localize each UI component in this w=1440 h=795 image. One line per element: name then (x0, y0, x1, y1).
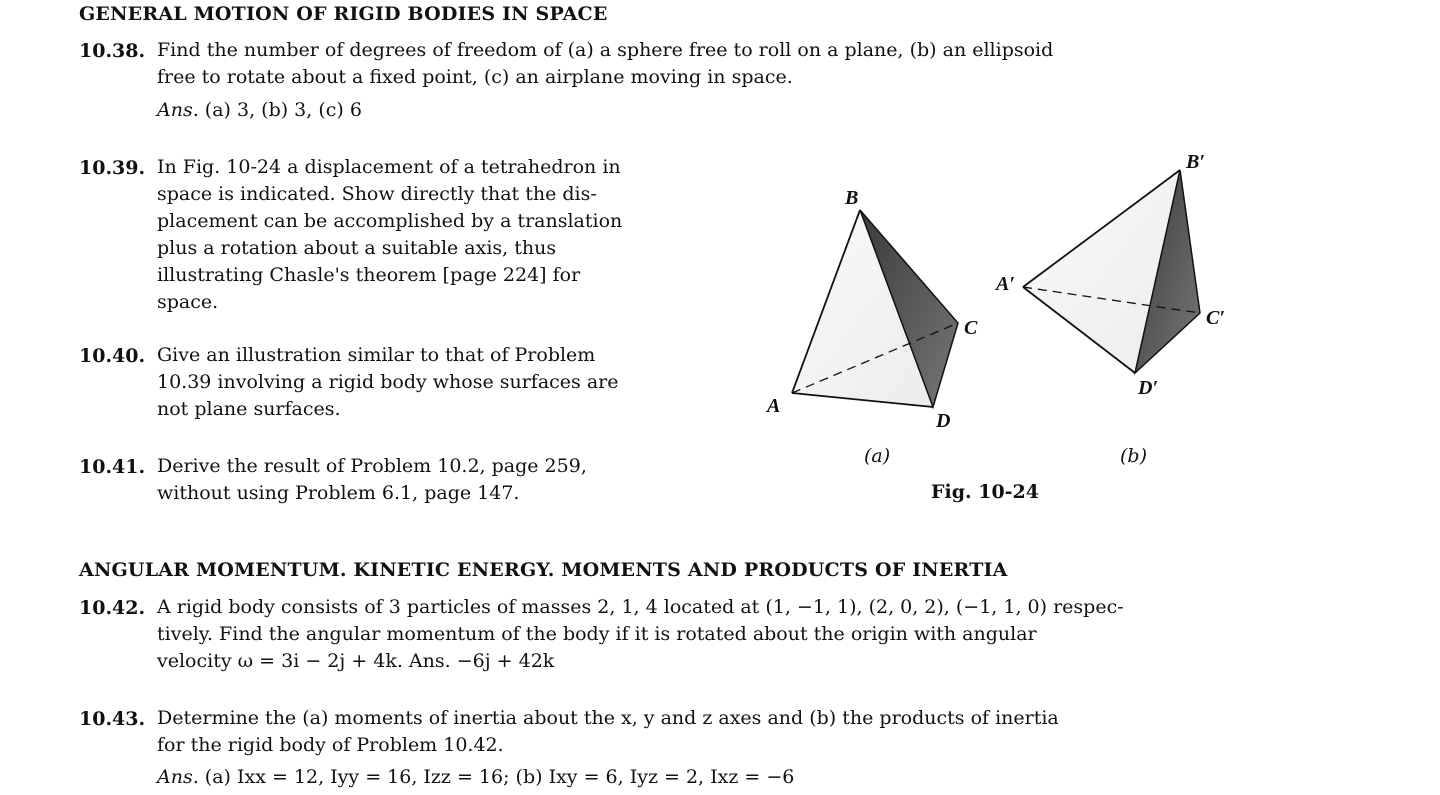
problem-number-10-39: 10.39. (79, 157, 146, 179)
section-heading-general-motion: GENERAL MOTION OF RIGID BODIES IN SPACE (79, 3, 608, 25)
answer-label: Ans. (157, 99, 199, 121)
figure-10-24-diagram (740, 140, 1270, 440)
vertex-label-b-prime: B′ (1186, 151, 1205, 173)
problem-text-10-42: A rigid body consists of 3 particles of masses 2, 1, 4 located at (1, −1, 1), (2, 0, 2), (−1, 1, 0) respec- tively. Find the angular momentum of the body if it is rotated about the origin with angular velocity ω = 3i − 2j + 4k. Ans. −6j + 42k (157, 596, 1124, 672)
vertex-label-c: C (964, 317, 978, 339)
problem-number-10-38: 10.38. (79, 40, 146, 62)
vertex-label-d: D (936, 410, 951, 432)
problem-text-10-38: Find the number of degrees of freedom of (a) a sphere free to roll on a plane, (b) an ellipsoid free to rotate about a fixed point, (c) an airplane moving in space. (157, 39, 1054, 88)
problem-number-10-43: 10.43. (79, 708, 146, 730)
answer-label: Ans. (157, 766, 199, 788)
answer-10-43 (157, 766, 794, 788)
problem-number-10-41: 10.41. (79, 456, 146, 478)
problem-text-10-39: In Fig. 10-24 a displacement of a tetrahedron in space is indicated. Show directly that the dis- placement can be accomplished by a translation plus a rotation about a suitable axis, thus illustrating Chasle's theorem [page 224] for space. (157, 156, 623, 313)
answer-value: (a) Ixx = 12, Iyy = 16, Izz = 16; (b) Ixy = 6, Iyz = 2, Ixz = −6 (204, 766, 795, 788)
subfigure-label-a: (a) (864, 445, 891, 467)
vertex-label-c-prime: C′ (1206, 307, 1225, 329)
answer-value: (a) 3, (b) 3, (c) 6 (204, 99, 362, 121)
section-heading-angular-momentum: ANGULAR MOMENTUM. KINETIC ENERGY. MOMENTS AND PRODUCTS OF INERTIA (79, 559, 1008, 581)
tetrahedron-a (765, 187, 978, 432)
vertex-label-a: A (767, 395, 781, 417)
vertex-label-b: B (845, 187, 859, 209)
answer-10-38 (157, 99, 362, 121)
figure-caption: Fig. 10-24 (931, 481, 1039, 503)
subfigure-label-b: (b) (1120, 445, 1147, 467)
problem-text-10-40: Give an illustration similar to that of Problem 10.39 involving a rigid body whose surfaces are not plane surfaces. (157, 344, 619, 420)
problem-number-10-42: 10.42. (79, 597, 146, 619)
vertex-label-a-prime: A′ (996, 273, 1015, 295)
problem-text-10-41: Derive the result of Problem 10.2, page 259, without using Problem 6.1, page 147. (157, 455, 587, 504)
tetrahedron-b (994, 151, 1225, 399)
problem-text-10-43: Determine the (a) moments of inertia about the x, y and z axes and (b) the products of inertia for the rigid body of Problem 10.42. (157, 707, 1059, 756)
vertex-label-d-prime: D′ (1138, 377, 1159, 399)
problem-number-10-40: 10.40. (79, 345, 146, 367)
